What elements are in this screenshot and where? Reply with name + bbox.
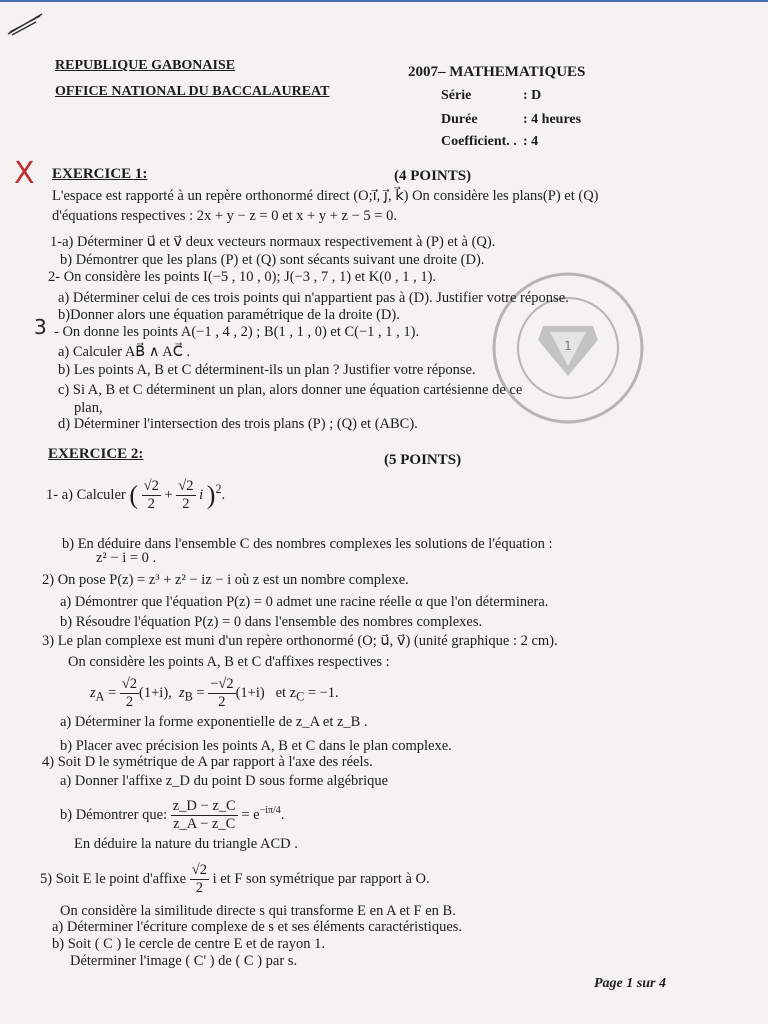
ex2-q5a: a) Déterminer l'écriture complexe de s et ses éléments caractéristiques. [52,919,463,935]
ex2-q2b: b) Résoudre l'équation P(z) = 0 dans l'ensemble des nombres complexes. [60,614,483,630]
ex2-q5-line2: On considère la similitude directe s qui transforme E en A et F en B. [60,903,456,919]
ex2-q2a: a) Démontrer que l'équation P(z) = 0 admet une racine réelle α que l'on déterminera. [60,594,549,610]
ex1-line-7: - On donne les points A(−1 , 4 , 2) ; B(1 , 1 , 0) et C(−1 , 1 , 1). [54,324,420,340]
ex2-q5-frac: $\frac{√2}{2}$ [191,862,207,896]
header-duree-value: : 4 heures [523,112,582,127]
ex1-line-11: plan, [74,400,103,416]
ex2-q5b: b) Soit ( C ) le cercle de centre E et de rayon 1. [52,936,325,952]
ex1-line-2: 1-a) Déterminer u⃗ et v⃗ deux vecteurs normaux respectivement à (P) et à (Q). [50,234,496,250]
ex2-q1a: 1- a) Calculer ( $\frac{√2}{2}$ + $\frac{√2}{2}$ i )$^2$. [46,478,226,512]
ex2-q4-line: 4) Soit D le symétrique de A par rapport à l'axe des réels. [42,754,373,770]
ex1-line-1: d'équations respectives : 2x + y − z = 0 et x + y + z − 5 = 0. [52,208,397,224]
red-x-mark: X [14,156,35,191]
ex2-q1a-frac2: $\frac{√2}{2}$ [178,478,194,512]
ex2-q3-line1: 3) Le plan complexe est muni d'un repère orthonormé (O; u⃗, v⃗) (unité graphique : 2 cm). [42,633,558,649]
ex2-q1a-frac1: $\frac{√2}{2}$ [143,478,159,512]
ex2-q2-line: 2) On pose P(z) = z³ + z² − iz − i où z est un nombre complexe. [42,572,409,588]
ex1-line-3: b) Démontrer que les plans (P) et (Q) sont sécants suivant une droite (D). [60,252,485,268]
exercise2-title: EXERCICE 2: [48,446,144,462]
ex2-affixes: $z_A$ = $\frac{√2}{2}$ (1+i), $z_B$ = $\frac{-√2}{2}$ (1+i) et $z_C = -1$. [90,676,339,710]
ex2-za-frac: $\frac{√2}{2}$ [121,676,138,710]
ex2-q3b: b) Placer avec précision les points A, B et C dans le plan complexe. [60,738,452,754]
ex2-q5c: Déterminer l'image ( C' ) de ( C ) par s. [70,953,298,969]
header-country: REPUBLIQUE GABONAISE [55,58,236,73]
ex2-q5-line: 5) Soit E le point d'affixe $\frac{√2}{2}$ i et F son symétrique par rapport à O. [40,862,430,896]
ex2-q1a-dot: . [221,486,226,503]
top-border [0,0,768,2]
ex1-line-5: a) Déterminer celui de ces trois points qui n'appartient pas à (D). Justifier votre réponse. [58,290,569,306]
ex1-line-9: b) Les points A, B et C déterminent-ils un plan ? Justifier votre réponse. [58,362,476,378]
pen-scribble-icon [6,8,46,38]
ex2-q1b-line2: z² − i = 0 . [96,550,157,566]
ex2-q1a-exp: 2 [215,482,222,496]
header-duree-label: Durée [441,112,478,127]
ex1-line-0: L'espace est rapporté à un repère orthonormé direct (O;i⃗, j⃗, k⃗) On considère les plans(P) et (Q) [52,188,599,204]
exercise2-points: (5 POINTS) [384,452,462,468]
ex2-q3-line2: On considère les points A, B et C d'affixes respectives : [68,654,390,670]
header-office: OFFICE NATIONAL DU BACCALAUREAT [55,84,330,99]
header-coef-label: Coefficient. . [441,134,517,149]
header-year-subject: 2007– MATHEMATIQUES [408,64,586,80]
header-serie-label: Série [441,88,472,103]
handwritten-3-mark: 3 [34,315,47,339]
header-serie-value: : D [523,88,542,103]
exercise1-points: (4 POINTS) [394,168,472,184]
ex1-line-10: c) Si A, B et C déterminent un plan, alors donner une équation cartésienne de ce [58,382,523,398]
ex1-line-6: b)Donner alors une équation paramétrique de la droite (D). [58,307,400,323]
ex1-line-4: 2- On considère les points I(−5 , 10 , 0); J(−3 , 7 , 1) et K(0 , 1 , 1). [48,269,437,285]
header-coef-value: : 4 [523,134,539,149]
ex1-line-8: a) Calculer AB⃗ ∧ AC⃗ . [58,344,191,360]
svg-text:1: 1 [564,339,572,353]
ex2-q1a-prefix: 1- a) Calculer [46,486,126,503]
ex2-zb-frac: $\frac{-√2}{2}$ [210,676,234,710]
ex2-q3a: a) Déterminer la forme exponentielle de z_A et z_B . [60,714,368,730]
ex2-q4b: b) Démontrer que: $\frac{z\_D - z\_C}{z\_A - z\_C}$ = $e^{-i\pi/4}$. [60,798,285,832]
ex2-q4c: En déduire la nature du triangle ACD . [74,836,298,852]
ex2-q1a-plus: + [164,486,173,503]
exercise1-title: EXERCICE 1: [52,166,148,182]
ex2-q1a-i: i [199,486,204,503]
ex2-q4a: a) Donner l'affixe z_D du point D sous forme algébrique [60,773,389,789]
ex1-line-12: d) Déterminer l'intersection des trois plans (P) ; (Q) et (ABC). [58,416,418,432]
page-number: Page 1 sur 4 [594,976,666,991]
ex2-q4b-frac: $\frac{z\_D - z\_C}{z\_A - z\_C}$ [172,798,236,832]
ex2-q1b-line1: b) En déduire dans l'ensemble C des nombres complexes les solutions de l'équation : [62,536,553,552]
